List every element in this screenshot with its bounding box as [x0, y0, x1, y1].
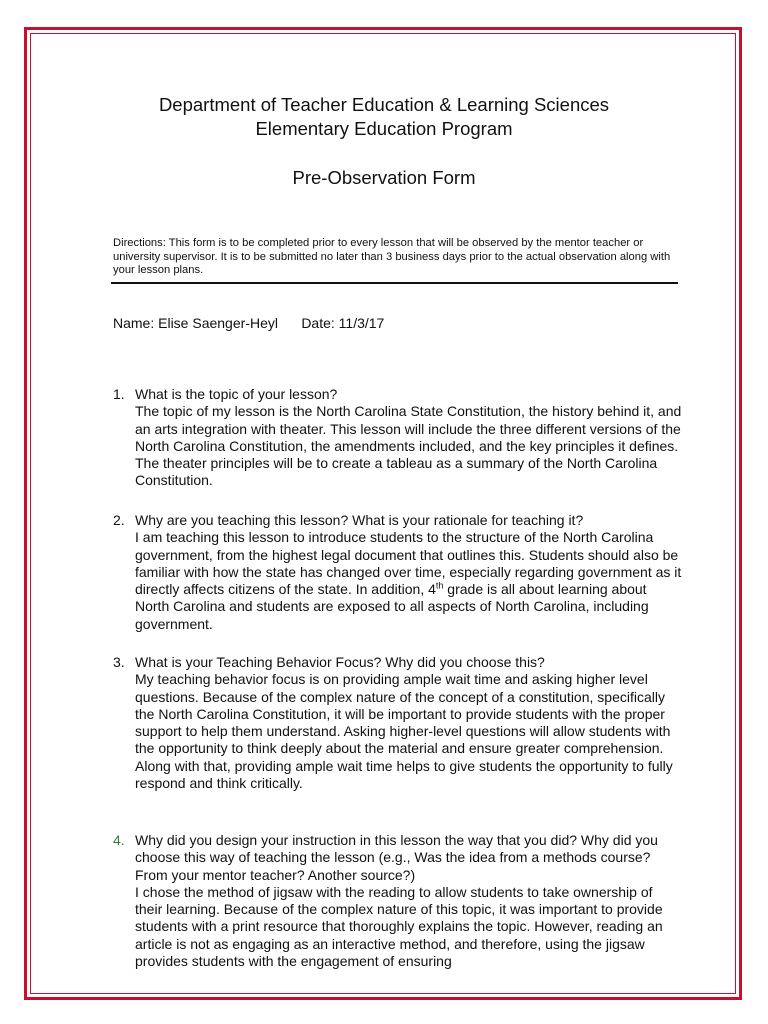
ordinal-superscript: th	[435, 580, 444, 591]
question-text: Why did you design your instruction in this lesson the way that you did? Why did you choose this way of teaching the lesson (e.g., Was the idea from a methods course? From your mentor teacher? Another source?)	[135, 832, 658, 883]
name-label: Name:	[113, 315, 155, 331]
directions-divider	[111, 282, 678, 284]
question-number: 4.	[113, 832, 125, 848]
question-number: 3.	[113, 654, 125, 670]
name-date-line	[113, 314, 384, 332]
answer-text	[135, 529, 683, 633]
date-value: 11/3/17	[338, 315, 385, 331]
answer-text: My teaching behavior focus is on providing ample wait time and asking higher level questions. Because of the complex nature of the concept of a constitution, specifically the North Carolina Constitution, it will be important to provide students with the proper support to help them understand. Asking higher-level questions will allow students with the opportunity to think deeply about the material and ensure greater comprehension. Along with that, providing ample wait time helps to give students the opportunity to fully respond and think critically.	[135, 671, 673, 792]
date-label: Date:	[301, 315, 335, 331]
question-number: 2.	[113, 512, 125, 528]
question-item	[113, 654, 683, 792]
answer-text: The topic of my lesson is the North Carolina State Constitution, the history behind it, and an arts integration with theater. This lesson will include the three different versions of the North Carolina Constitution, the amendments included, and the key principles it defines. The theater principles will be to create a tableau as a summary of the North Carolina Constitution.	[135, 403, 682, 489]
answer-text: I chose the method of jigsaw with the reading to allow students to take ownership of their learning. Because of the complex nature of this topic, it was important to provide students with a print resource that thoroughly explains the topic. However, reading an article is not as engaging as an interactive method, and therefore, using the jigsaw provides students with the engagement of ensuring	[135, 883, 663, 970]
program-heading: Elementary Education Program	[255, 118, 513, 139]
form-title: Pre-Observation Form	[292, 167, 476, 188]
department-heading: Department of Teacher Education & Learning Sciences	[158, 94, 610, 115]
question-item	[113, 386, 683, 490]
question-item	[113, 832, 683, 970]
directions-text: Directions: This form is to be completed prior to every lesson that will be observed by the mentor teacher or university supervisor. It is to be submitted no later than 3 business days prior to the actual observation along with your lesson plans.	[113, 237, 671, 276]
question-text: Why are you teaching this lesson? What is your rationale for teaching it?	[135, 512, 584, 528]
answer-part-2: grade is all about learning about North Carolina and students are exposed to all aspects of North Carolina, including government.	[135, 581, 649, 632]
answer-part-1: I am teaching this lesson to introduce students to the structure of the North Carolina government, from the highest legal document that outlines this. Students should also be familiar with how the state has changed over time, especially regarding government as it directly affects citizens of the state. In addition, 4	[135, 529, 682, 598]
question-text: What is your Teaching Behavior Focus? Why did you choose this?	[135, 654, 545, 670]
question-text: What is the topic of your lesson?	[135, 386, 338, 402]
question-item	[113, 512, 683, 633]
name-value: Elise Saenger-Heyl	[158, 315, 278, 331]
question-number: 1.	[113, 386, 125, 402]
